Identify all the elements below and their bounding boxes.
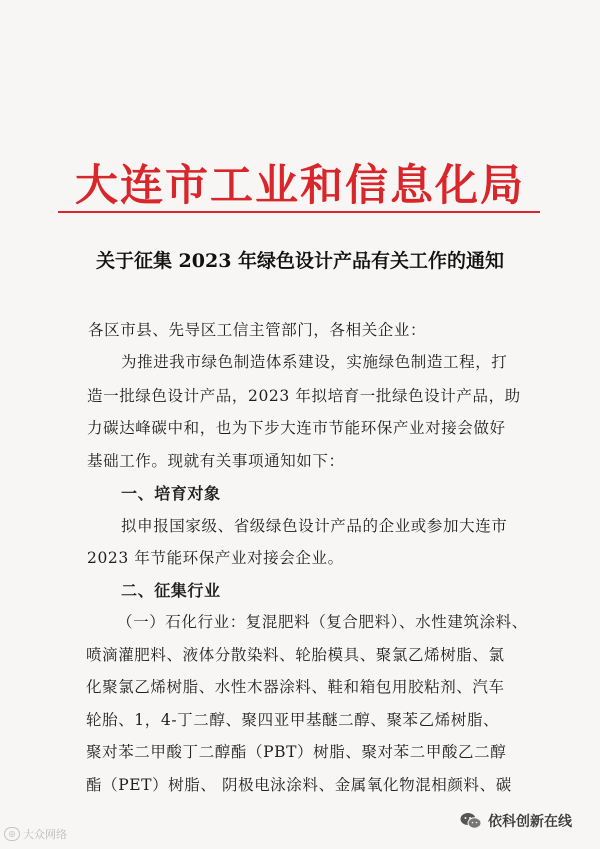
- body-line: 轮胎、1，4-丁二醇、聚四亚甲基醚二醇、聚苯乙烯树脂、: [86, 711, 500, 729]
- document-title: 关于征集 2023 年绿色设计产品有关工作的通知: [95, 250, 505, 272]
- salutation-line: 各区市县、先导区工信主管部门，各相关企业：: [88, 321, 427, 339]
- letterhead-divider: [58, 211, 540, 213]
- body-line: 化聚氯乙烯树脂、水性木器涂料、鞋和箱包用胶粘剂、汽车: [86, 678, 505, 696]
- watermark-left: [4, 826, 67, 842]
- body-line: 拟申报国家级、省级绿色设计产品的企业或参加大连市: [121, 517, 508, 535]
- body-line: （一）石化行业：复混肥料（复合肥料）、水性建筑涂料、: [117, 613, 528, 631]
- watermark-logo-icon: ◎: [4, 827, 20, 841]
- wechat-icon: [460, 812, 482, 830]
- body-line: 酯（PET）树脂、 阴极电泳涂料、金属氧化物混相颜料、碳: [86, 776, 512, 794]
- body-line: 喷滴灌肥料、液体分散染料、轮胎模具、聚氯乙烯树脂、氯: [86, 646, 505, 664]
- org-letterhead-title: 大连市工业和信息化局: [75, 161, 525, 211]
- body-line: 2023 年节能环保产业对接会企业。: [87, 549, 344, 567]
- body-line: 为推进我市绿色制造体系建设，实施绿色制造工程，打: [121, 353, 508, 371]
- section-heading-1: 一、培育对象: [121, 484, 221, 503]
- watermark-right: [460, 811, 572, 831]
- body-line: 聚对苯二甲酸丁二醇酯（PBT）树脂、聚对苯二甲酸乙二醇: [86, 743, 507, 761]
- watermark-right-text: 依科创新在线: [488, 814, 572, 830]
- body-line: 造一批绿色设计产品，2023 年拟培育一批绿色设计产品，助: [87, 387, 521, 405]
- section-heading-2: 二、征集行业: [121, 581, 221, 600]
- body-line: 基础工作。现就有关事项通知如下：: [87, 452, 345, 470]
- body-line: 力碳达峰碳中和，也为下步大连市节能环保产业对接会做好: [87, 419, 506, 437]
- watermark-left-text: 大众网络: [23, 828, 67, 841]
